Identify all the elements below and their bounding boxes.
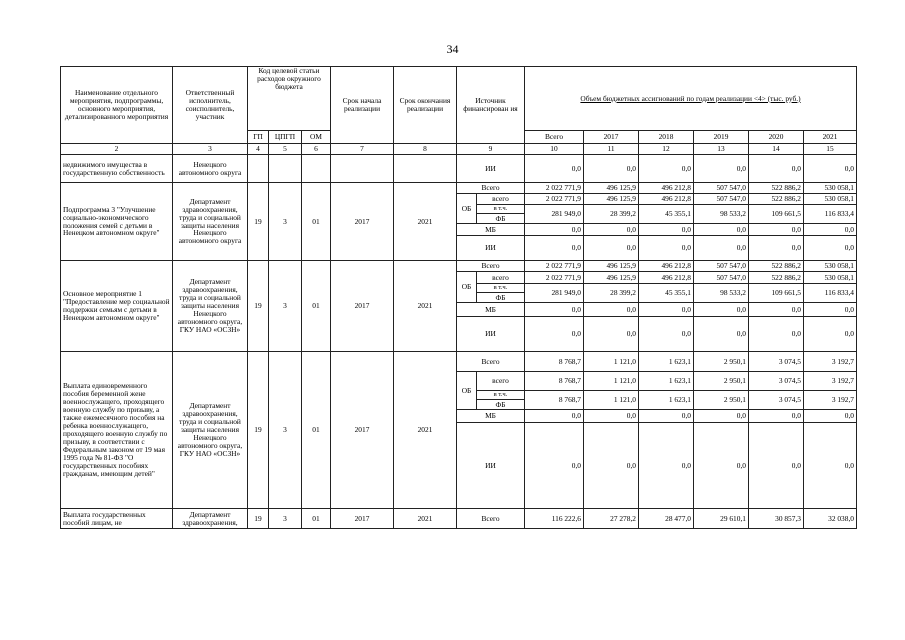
value-cell: 1 623,1: [639, 391, 694, 410]
value-cell: 2 950,1: [694, 391, 749, 410]
value-cell: 109 661,5: [749, 284, 804, 303]
source-sublabel: ФБ: [477, 214, 525, 224]
value-cell: 2 022 771,9: [525, 272, 584, 284]
value-cell: 530 058,1: [804, 183, 857, 194]
value-cell: 0,0: [639, 224, 694, 236]
row-name: Выплата государственных пособий лицам, не: [61, 509, 173, 529]
code-om: 01: [302, 352, 331, 509]
value-cell: 3 074,5: [749, 372, 804, 391]
value-cell: 3 192,7: [804, 352, 857, 372]
subheader-year: 2021: [804, 131, 857, 144]
value-cell: 496 125,9: [584, 183, 639, 194]
value-cell: 522 886,2: [749, 194, 804, 205]
start-year: 2017: [331, 509, 394, 529]
empty-cell: [331, 155, 394, 183]
code-om: 01: [302, 509, 331, 529]
column-number: 9: [457, 144, 525, 155]
code-om: 01: [302, 183, 331, 261]
row-name: недвижимого имущества в государственную собственность: [61, 155, 173, 183]
value-cell: 0,0: [639, 410, 694, 423]
value-cell: 1 121,0: [584, 352, 639, 372]
column-number: 12: [639, 144, 694, 155]
start-year: 2017: [331, 183, 394, 261]
value-cell: 3 074,5: [749, 391, 804, 410]
value-cell: 2 022 771,9: [525, 194, 584, 205]
value-cell: 0,0: [639, 317, 694, 352]
subheader-year: 2019: [694, 131, 749, 144]
empty-cell: [269, 155, 302, 183]
value-cell: 1 121,0: [584, 372, 639, 391]
page-number: 34: [446, 42, 459, 56]
end-year: 2021: [394, 183, 457, 261]
row-responsible: Департамент здравоохранения,: [173, 509, 248, 529]
code-cgp: 3: [269, 509, 302, 529]
value-cell: 8 768,7: [525, 372, 584, 391]
value-cell: 2 950,1: [694, 352, 749, 372]
program-total-row: [61, 261, 857, 272]
value-cell: 0,0: [525, 236, 584, 261]
row-name: Подпрограмма 3 "Улучшение социально-экономического положения семей с детьми в Ненецком автономном округе": [61, 183, 173, 261]
source-label: Всего: [457, 352, 525, 372]
row-name: Основное мероприятие 1 "Предоставление мер социальной поддержки семьям с детьми в Ненецком автономном округе": [61, 261, 173, 352]
column-number: 5: [269, 144, 302, 155]
value-cell: 0,0: [749, 236, 804, 261]
empty-cell: [302, 155, 331, 183]
value-cell: 0,0: [639, 303, 694, 317]
value-cell: 496 125,9: [584, 194, 639, 205]
value-cell: 116 833,4: [804, 284, 857, 303]
value-cell: 116 222,6: [525, 509, 584, 529]
value-cell: 496 212,8: [639, 272, 694, 284]
empty-cell: [394, 155, 457, 183]
row-name: Выплата единовременного пособия беременной жене военнослужащего, проходящего военную службу по призыву, а также ежемесячного пособия на ребенка военнослужащего, проходящего военную службу по призыву, в соответствии с Федеральным законом от 19 мая 1995 года № 81-ФЗ "О государственных пособиях гражданам, имеющим детей": [61, 352, 173, 509]
last-row: [61, 509, 857, 529]
source-label: ИИ: [457, 155, 525, 183]
source-sublabel: в т.ч.: [477, 205, 525, 214]
header-code: Код целевой статьи расходов окружного бюджета: [248, 67, 331, 131]
code-gp: 19: [248, 352, 269, 509]
column-number: 6: [302, 144, 331, 155]
value-cell: 496 125,9: [584, 272, 639, 284]
source-label: ОБ: [457, 272, 477, 303]
source-sublabel: всего: [477, 194, 525, 205]
program-total-row: [61, 183, 857, 194]
value-cell: 0,0: [694, 236, 749, 261]
column-number: 11: [584, 144, 639, 155]
value-cell: 507 547,0: [694, 272, 749, 284]
column-number: 10: [525, 144, 584, 155]
header-name: Наименование отдельного мероприятия, подпрограммы, основного мероприятия, детализированного мероприятия: [61, 67, 173, 144]
budget-table: [60, 66, 857, 529]
value-cell: 522 886,2: [749, 272, 804, 284]
value-cell: 530 058,1: [804, 194, 857, 205]
row-responsible: Департамент здравоохранения, труда и социальной защиты населения Ненецкого автономного округа: [173, 183, 248, 261]
code-gp: 19: [248, 509, 269, 529]
value-cell: 3 192,7: [804, 372, 857, 391]
value-cell: 507 547,0: [694, 194, 749, 205]
start-year: 2017: [331, 352, 394, 509]
source-sublabel: в т.ч.: [477, 391, 525, 400]
value-cell: 2 022 771,9: [525, 261, 584, 272]
value-cell: 496 212,8: [639, 194, 694, 205]
value-cell: 45 355,1: [639, 205, 694, 224]
header-responsible: Ответственный исполнитель, соисполнитель, участник: [173, 67, 248, 144]
code-om: 01: [302, 261, 331, 352]
value-cell: 2 950,1: [694, 372, 749, 391]
header-row: [61, 67, 857, 131]
source-label: ОБ: [457, 194, 477, 224]
value-cell: 0,0: [584, 155, 639, 183]
value-cell: 116 833,4: [804, 205, 857, 224]
value-cell: 530 058,1: [804, 261, 857, 272]
value-cell: 507 547,0: [694, 261, 749, 272]
value-cell: 0,0: [525, 423, 584, 509]
code-gp: 19: [248, 183, 269, 261]
subheader-year: 2018: [639, 131, 694, 144]
source-sublabel: ФБ: [477, 293, 525, 303]
value-cell: 29 610,1: [694, 509, 749, 529]
value-cell: 0,0: [584, 303, 639, 317]
value-cell: 496 212,8: [639, 183, 694, 194]
subheader-om: ОМ: [302, 131, 331, 144]
value-cell: 0,0: [804, 224, 857, 236]
value-cell: 98 533,2: [694, 205, 749, 224]
value-cell: 0,0: [525, 155, 584, 183]
row-responsible: Департамент здравоохранения, труда и социальной защиты населения Ненецкого автономного округа, ГКУ НАО «ОСЗН»: [173, 352, 248, 509]
value-cell: 522 886,2: [749, 261, 804, 272]
source-label: Всего: [457, 509, 525, 529]
value-cell: 28 399,2: [584, 284, 639, 303]
value-cell: 0,0: [584, 410, 639, 423]
subheader-gp: ГП: [248, 131, 269, 144]
value-cell: 0,0: [694, 410, 749, 423]
value-cell: 8 768,7: [525, 352, 584, 372]
header-volume: Объем бюджетных ассигнований по годам реализации <4> (тыс. руб.): [525, 67, 857, 131]
source-label: Всего: [457, 183, 525, 194]
source-label: ИИ: [457, 236, 525, 261]
value-cell: 0,0: [639, 155, 694, 183]
source-label: МБ: [457, 224, 525, 236]
value-cell: 0,0: [525, 317, 584, 352]
value-cell: 0,0: [804, 410, 857, 423]
end-year: 2021: [394, 509, 457, 529]
row-responsible: Ненецкого автономного округа: [173, 155, 248, 183]
value-cell: 3 074,5: [749, 352, 804, 372]
value-cell: 507 547,0: [694, 183, 749, 194]
source-label: ОБ: [457, 372, 477, 410]
value-cell: 0,0: [584, 317, 639, 352]
value-cell: 0,0: [694, 317, 749, 352]
source-sublabel: всего: [477, 372, 525, 391]
value-cell: 0,0: [749, 155, 804, 183]
value-cell: 28 399,2: [584, 205, 639, 224]
value-cell: 0,0: [804, 236, 857, 261]
value-cell: 496 125,9: [584, 261, 639, 272]
value-cell: 281 949,0: [525, 284, 584, 303]
value-cell: 0,0: [525, 224, 584, 236]
source-sublabel: в т.ч.: [477, 284, 525, 293]
column-number: 7: [331, 144, 394, 155]
column-number: 14: [749, 144, 804, 155]
program-total-row: [61, 352, 857, 372]
source-label: МБ: [457, 303, 525, 317]
source-label: ИИ: [457, 317, 525, 352]
value-cell: 0,0: [525, 303, 584, 317]
value-cell: 2 022 771,9: [525, 183, 584, 194]
value-cell: 8 768,7: [525, 391, 584, 410]
end-year: 2021: [394, 352, 457, 509]
value-cell: 0,0: [584, 236, 639, 261]
value-cell: 45 355,1: [639, 284, 694, 303]
subheader-total: Всего: [525, 131, 584, 144]
value-cell: 496 212,8: [639, 261, 694, 272]
empty-cell: [248, 155, 269, 183]
source-label: МБ: [457, 410, 525, 423]
value-cell: 0,0: [804, 303, 857, 317]
column-number: 4: [248, 144, 269, 155]
value-cell: 522 886,2: [749, 183, 804, 194]
value-cell: 109 661,5: [749, 205, 804, 224]
value-cell: 0,0: [804, 155, 857, 183]
value-cell: 0,0: [804, 317, 857, 352]
value-cell: 0,0: [749, 224, 804, 236]
row-responsible: Департамент здравоохранения, труда и социальной защиты населения Ненецкого автономного округа, ГКУ НАО «ОСЗН»: [173, 261, 248, 352]
column-numbers-row: [61, 144, 857, 155]
value-cell: 0,0: [749, 317, 804, 352]
code-cgp: 3: [269, 352, 302, 509]
value-cell: 0,0: [639, 236, 694, 261]
value-cell: 98 533,2: [694, 284, 749, 303]
value-cell: 30 857,3: [749, 509, 804, 529]
value-cell: 0,0: [694, 155, 749, 183]
code-cgp: 3: [269, 183, 302, 261]
value-cell: 1 623,1: [639, 352, 694, 372]
header-end: Срок окончания реализации: [394, 67, 457, 144]
subheader-cgp: ЦПГП: [269, 131, 302, 144]
value-cell: 0,0: [694, 303, 749, 317]
source-label: Всего: [457, 261, 525, 272]
value-cell: 0,0: [694, 423, 749, 509]
subheader-year: 2017: [584, 131, 639, 144]
source-sublabel: ФБ: [477, 400, 525, 410]
value-cell: 0,0: [584, 224, 639, 236]
value-cell: 28 477,0: [639, 509, 694, 529]
value-cell: 0,0: [749, 410, 804, 423]
value-cell: 0,0: [525, 410, 584, 423]
value-cell: 0,0: [749, 303, 804, 317]
start-year: 2017: [331, 261, 394, 352]
value-cell: 1 623,1: [639, 372, 694, 391]
value-cell: 0,0: [639, 423, 694, 509]
continuation-row: [61, 155, 857, 183]
source-label: ИИ: [457, 423, 525, 509]
header-source: Источник финансирован ия: [457, 67, 525, 144]
column-number: 2: [61, 144, 173, 155]
value-cell: 32 038,0: [804, 509, 857, 529]
value-cell: 0,0: [694, 224, 749, 236]
subheader-year: 2020: [749, 131, 804, 144]
end-year: 2021: [394, 261, 457, 352]
value-cell: 0,0: [804, 423, 857, 509]
value-cell: 530 058,1: [804, 272, 857, 284]
column-number: 15: [804, 144, 857, 155]
column-number: 8: [394, 144, 457, 155]
column-number: 13: [694, 144, 749, 155]
code-cgp: 3: [269, 261, 302, 352]
value-cell: 0,0: [584, 423, 639, 509]
source-sublabel: всего: [477, 272, 525, 284]
value-cell: 1 121,0: [584, 391, 639, 410]
column-number: 3: [173, 144, 248, 155]
value-cell: 27 278,2: [584, 509, 639, 529]
value-cell: 281 949,0: [525, 205, 584, 224]
value-cell: 3 192,7: [804, 391, 857, 410]
value-cell: 0,0: [749, 423, 804, 509]
code-gp: 19: [248, 261, 269, 352]
header-start: Срок начала реализации: [331, 67, 394, 144]
